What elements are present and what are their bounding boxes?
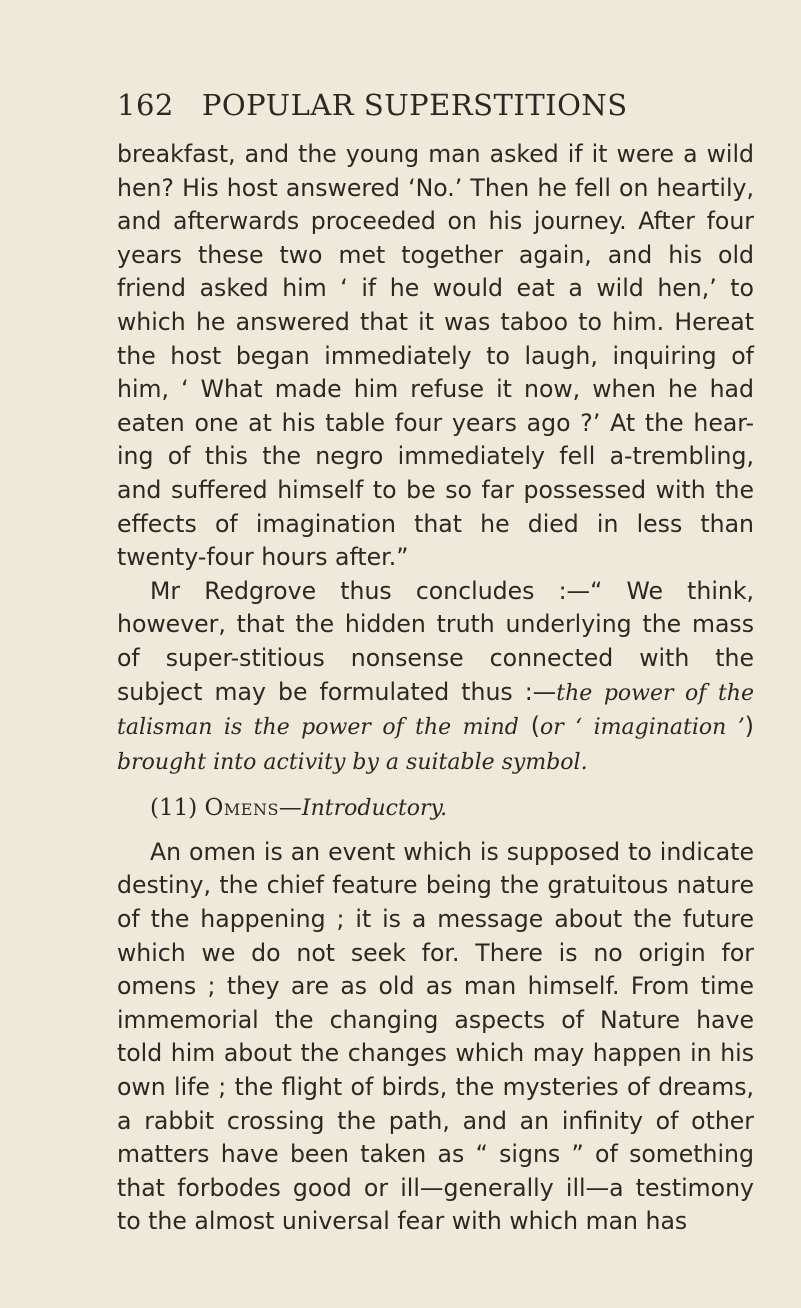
paren-close: ) [744, 712, 754, 741]
section-title: Omens [204, 795, 279, 822]
running-title: POPULAR SUPERSTITIONS [201, 88, 628, 122]
italic-imagination: or ‘ imagination ’ [539, 715, 745, 741]
page-number: 162 [117, 88, 174, 122]
section-number: (11) [150, 795, 205, 822]
paragraph-continued: breakfast, and the young man asked if it were a wild hen? His host answered ‘No.’ Then he fell on heartily, and afterwards proceeded on his journey. After four years these two met together again, and his old friend asked him ‘ if he would eat a wild hen,’ to which he answered that it was taboo to him. Hereat the host began immediately to laugh, inquiring of him, ‘ What made him refuse it now, when he had eaten one at his table four years ago ?’ At the hear-ing of this the negro immediately fell a-trembling, and suffered himself to be so far possessed with the effects of imagination that he died in less than twenty-four hours after.” [117, 140, 754, 572]
redgrove-intro: Mr Redgrove thus concludes :—“ We think, however, that the hidden truth underlying the mass of super-stitious nonsense connected with the subject may be formulated thus :— [117, 576, 754, 706]
paren-open: ( [518, 712, 540, 741]
italic-symbol: brought into activity by a suitable symbol. [117, 749, 588, 775]
running-header [117, 88, 677, 122]
section-subtitle: Introductory. [301, 796, 448, 822]
italic-talisman: the power of the talisman is the power of the mind [117, 680, 754, 741]
paragraph-omens: An omen is an event which is supposed to indicate destiny, the chief feature being the gratuitous nature of the happening ; it is a message about the future which we do not seek for. There is no origin for omens ; they are as old as man himself. From time immemorial the changing aspects of Nature have told him about the changes which may happen in his own life ; the flight of birds, the mysteries of dreams, a rabbit crossing the path, and an infinity of other matters have been taken as “ signs ” of something that forbodes good or ill—generally ill—a testimony to the almost universal fear with which man has [117, 837, 754, 1236]
section-heading [117, 792, 754, 826]
paragraph-redgrove [117, 575, 754, 780]
section-dash: — [278, 795, 302, 822]
body-text [117, 138, 754, 1239]
